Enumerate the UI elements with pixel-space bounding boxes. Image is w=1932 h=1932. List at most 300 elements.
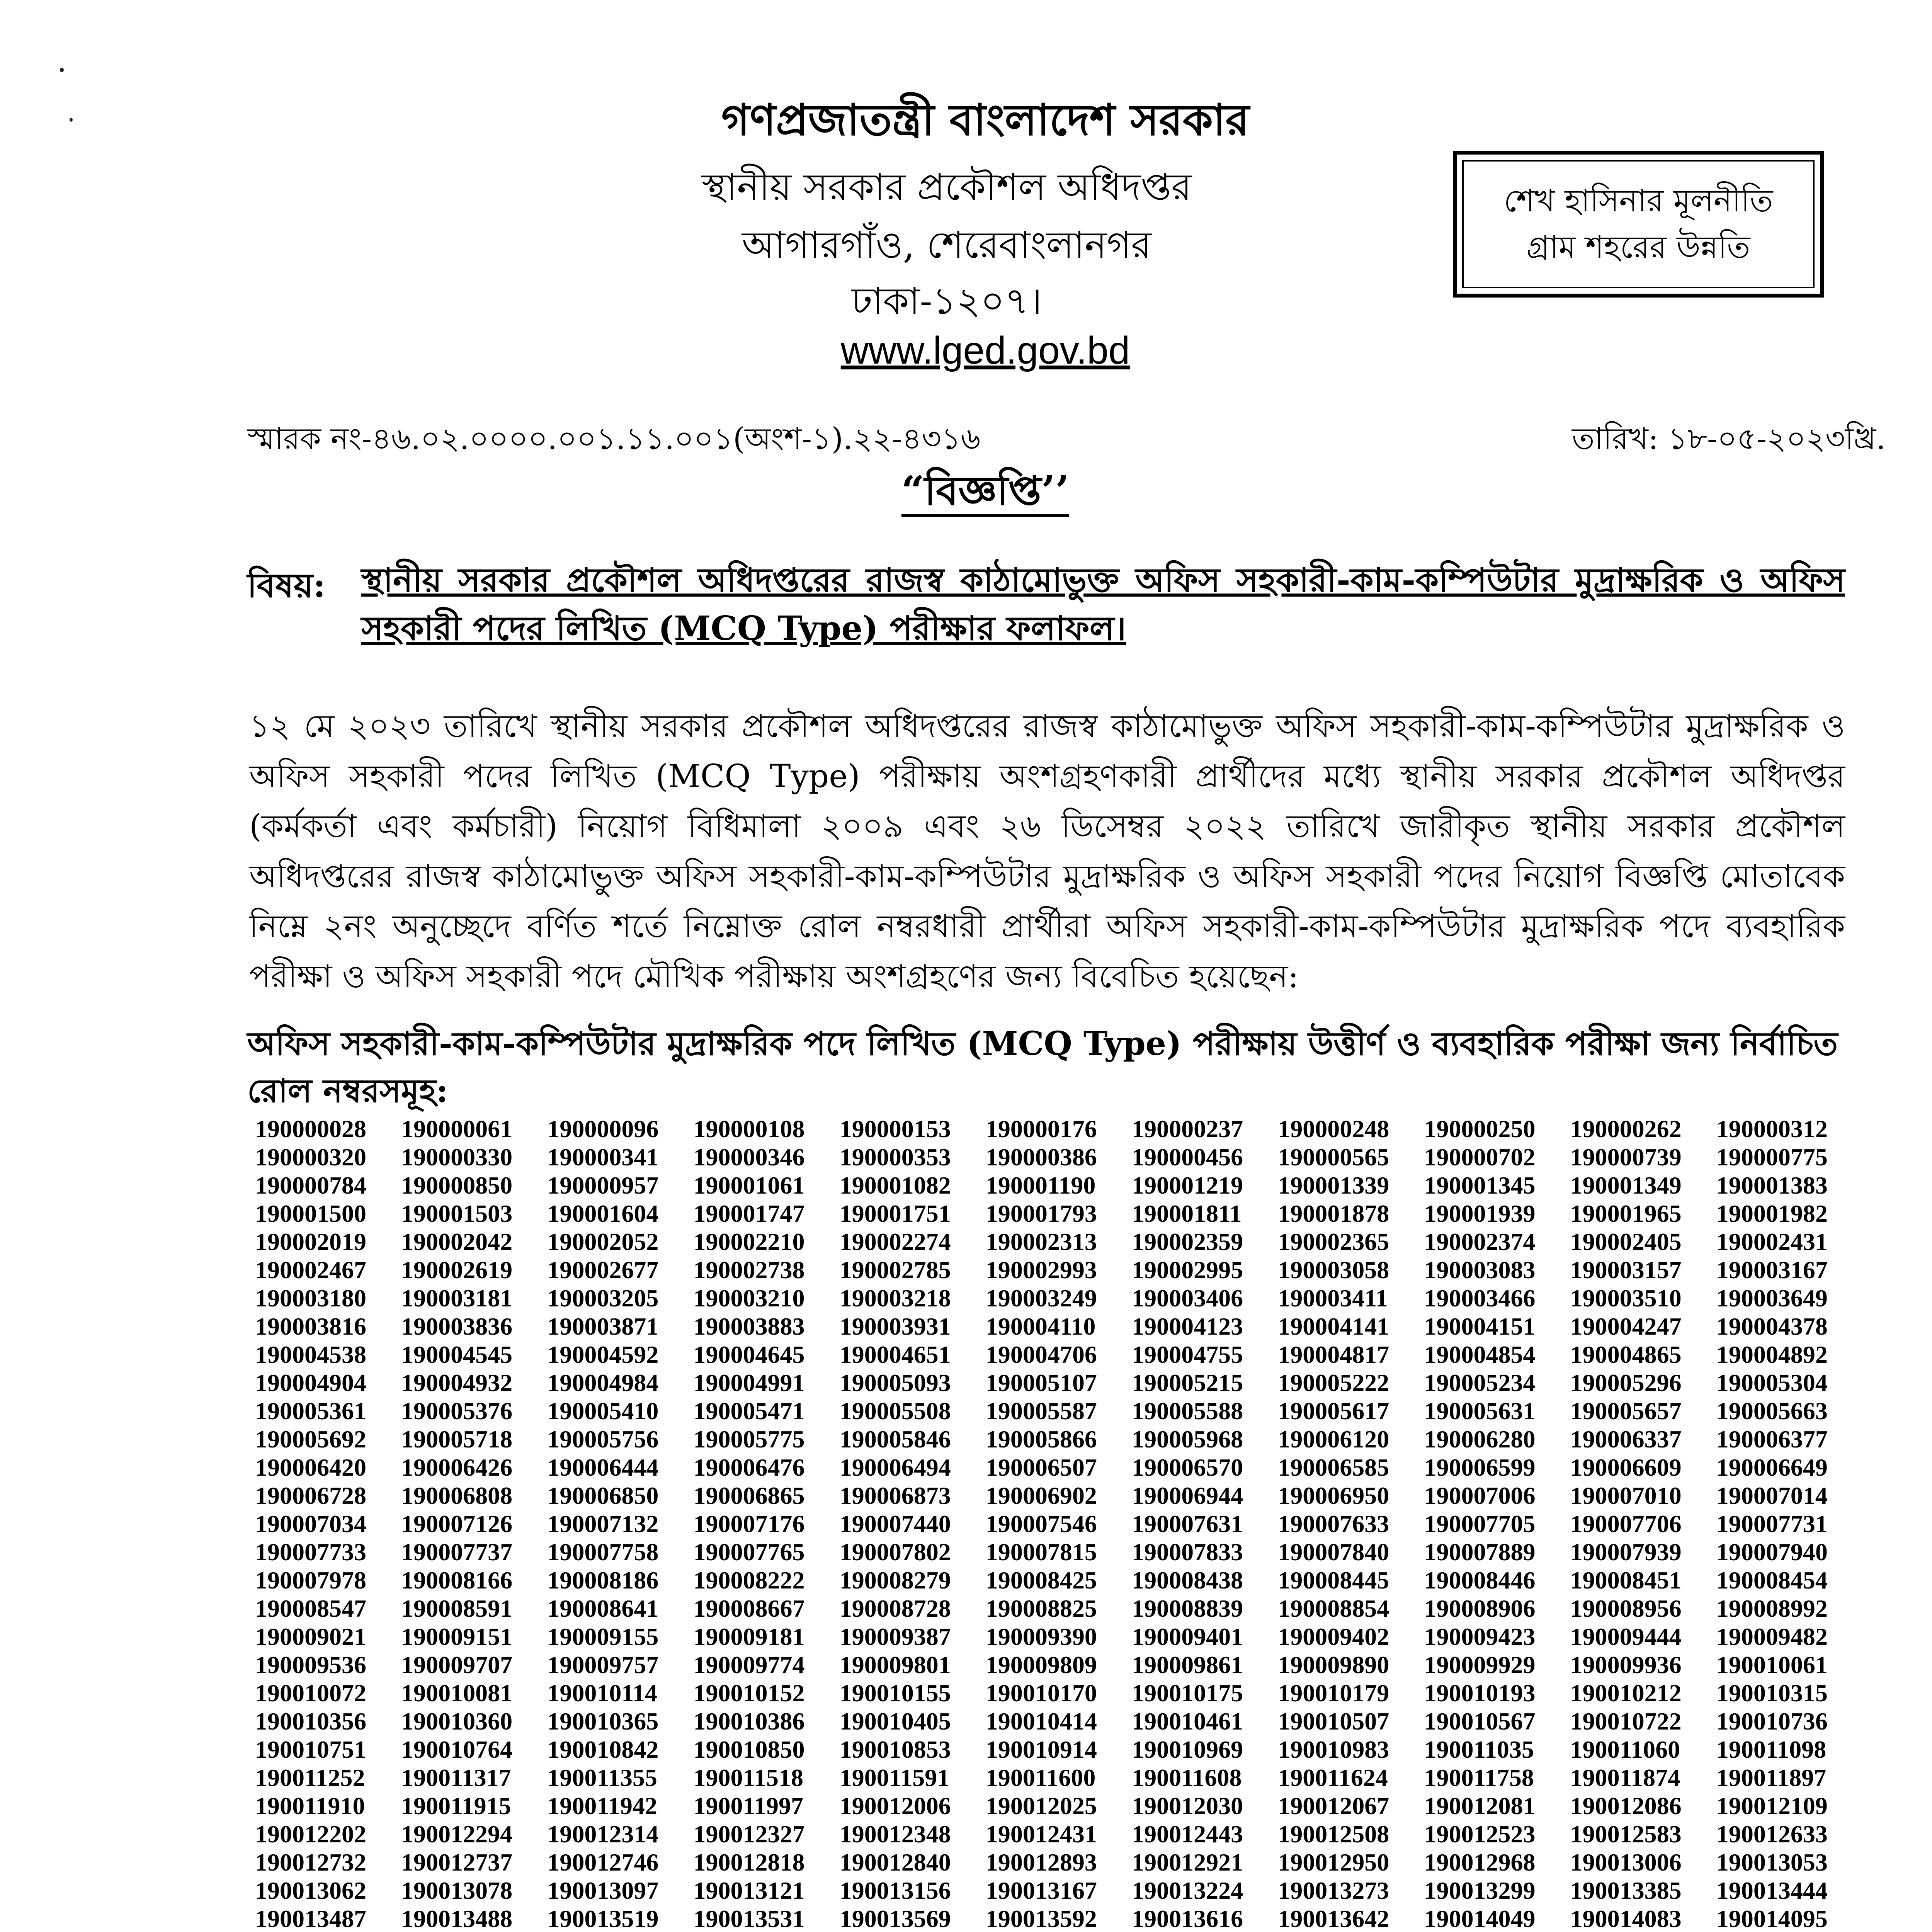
roll-number: 190002042: [401, 1228, 513, 1255]
roll-number: 190009801: [839, 1651, 951, 1679]
roll-number: 190002785: [839, 1256, 951, 1284]
roll-number: 190007978: [255, 1566, 366, 1594]
roll-number: 190004123: [1132, 1313, 1243, 1340]
roll-number: 190004545: [401, 1341, 513, 1368]
roll-number: 190000262: [1570, 1115, 1682, 1143]
roll-number: 190010072: [255, 1679, 366, 1707]
roll-number: 190001747: [693, 1200, 805, 1227]
roll-number: 190007546: [985, 1510, 1097, 1537]
roll-number: 190010212: [1570, 1679, 1682, 1707]
roll-number: 190011608: [1132, 1764, 1242, 1791]
roll-number: 190006865: [693, 1482, 805, 1509]
roll-number: 190009181: [693, 1623, 805, 1650]
roll-number: 190006444: [547, 1454, 659, 1481]
office-address-line1: আগারগাঁও, শেরেবাংলানগর: [742, 223, 1152, 267]
roll-number: 190002313: [985, 1228, 1097, 1255]
roll-number: 190004378: [1716, 1313, 1828, 1340]
roll-number: 190001190: [985, 1172, 1096, 1199]
roll-number: 190011942: [547, 1792, 657, 1820]
memo-date: তারিখ: ১৮-০৫-২০২৩খ্রি.: [1572, 422, 1886, 456]
roll-number: 190007731: [1716, 1510, 1828, 1537]
roll-number: 190011060: [1570, 1736, 1680, 1763]
website-link[interactable]: www.lged.gov.bd: [840, 329, 1130, 372]
roll-number: 190006585: [1278, 1454, 1389, 1481]
roll-number: 190000312: [1716, 1115, 1828, 1143]
roll-number: 190005718: [401, 1425, 513, 1453]
roll-number: 190003180: [255, 1284, 366, 1312]
roll-number: 190013444: [1716, 1877, 1828, 1904]
roll-number: 190007889: [1424, 1538, 1536, 1566]
roll-number: 190007014: [1716, 1482, 1828, 1509]
roll-number: 190004151: [1424, 1313, 1536, 1340]
roll-number: 190012431: [985, 1820, 1097, 1848]
slogan-box: [1453, 151, 1824, 298]
roll-number: 190013224: [1132, 1877, 1243, 1904]
roll-number: 190002431: [1716, 1228, 1828, 1255]
roll-number: 190006507: [985, 1454, 1097, 1481]
roll-number: 190003411: [1278, 1284, 1388, 1312]
roll-number: 190008956: [1570, 1595, 1682, 1622]
roll-number: 190005471: [693, 1397, 805, 1425]
roll-number: 190011600: [985, 1764, 1096, 1791]
roll-number: 190006850: [547, 1482, 659, 1509]
roll-number: 190002359: [1132, 1228, 1243, 1255]
roll-number: 190001082: [839, 1172, 951, 1199]
roll-number: 190002210: [693, 1228, 805, 1255]
roll-number: 190005663: [1716, 1397, 1828, 1425]
roll-number: 190006570: [1132, 1454, 1243, 1481]
roll-number: 190003167: [1716, 1256, 1828, 1284]
roll-number: 190001811: [1132, 1200, 1242, 1227]
roll-number: 190007765: [693, 1538, 805, 1566]
roll-number: 190003931: [839, 1313, 951, 1340]
roll-number: 190010175: [1132, 1679, 1243, 1707]
roll-number: 190009444: [1570, 1623, 1682, 1650]
roll-number: 190008446: [1424, 1566, 1536, 1594]
roll-number: 190005657: [1570, 1397, 1682, 1425]
roll-number: 190011098: [1716, 1736, 1827, 1763]
roll-number: 190012737: [401, 1849, 513, 1876]
roll-number: 190008425: [985, 1566, 1097, 1594]
roll-number: 190011997: [693, 1792, 803, 1820]
roll-number: 190005617: [1278, 1397, 1389, 1425]
roll-number: 190013299: [1424, 1877, 1536, 1904]
roll-number: 190012746: [547, 1849, 659, 1876]
roll-number: 190010722: [1570, 1708, 1682, 1735]
roll-number: 190008166: [401, 1566, 513, 1594]
roll-number: 190013006: [1570, 1849, 1682, 1876]
roll-number: 190005376: [401, 1397, 513, 1425]
roll-number: 190000250: [1424, 1115, 1536, 1143]
roll-number: 190007132: [547, 1510, 659, 1537]
roll-number: 190005692: [255, 1425, 366, 1453]
roll-number: 190007034: [255, 1510, 366, 1537]
roll-number: 190003871: [547, 1313, 659, 1340]
notice-title: [773, 460, 1198, 527]
roll-number: 190000330: [401, 1143, 513, 1171]
roll-number: 190010853: [839, 1736, 951, 1763]
roll-number: 190003406: [1132, 1284, 1243, 1312]
roll-number: 190001339: [1278, 1172, 1389, 1199]
memo-reference: স্মারক নং-৪৬.০২.০০০০.০০১.১১.০০১(অংশ-১).২২-৪৩১৬: [247, 422, 981, 456]
roll-number: 190004932: [401, 1369, 513, 1396]
roll-number: 190009890: [1278, 1651, 1389, 1679]
roll-number: 190000775: [1716, 1143, 1828, 1171]
roll-number: 190010969: [1132, 1736, 1243, 1763]
roll-number: 190012348: [839, 1820, 951, 1848]
roll-number: 190001965: [1570, 1200, 1682, 1227]
roll-number: 190009707: [401, 1651, 513, 1679]
roll-number: 190008825: [985, 1595, 1097, 1622]
roll-number: 190003816: [255, 1313, 366, 1340]
roll-number: 190003836: [401, 1313, 513, 1340]
roll-number: 190006728: [255, 1482, 366, 1509]
roll-number: 190002738: [693, 1256, 805, 1284]
roll-number: 190012508: [1278, 1820, 1389, 1848]
roll-number: 190001939: [1424, 1200, 1536, 1227]
roll-number: 190013487: [255, 1905, 366, 1932]
roll-number: 190011035: [1424, 1736, 1534, 1763]
roll-number: 190014095: [1716, 1905, 1828, 1932]
roll-number: 190011591: [839, 1764, 950, 1791]
roll-number: 190012025: [985, 1792, 1097, 1820]
roll-number: 190001345: [1424, 1172, 1536, 1199]
roll-number: 190009757: [547, 1651, 659, 1679]
roll-number: 190008728: [839, 1595, 951, 1622]
roll-number: 190009423: [1424, 1623, 1536, 1650]
roll-number: 190002052: [547, 1228, 659, 1255]
roll-number: 190013519: [547, 1905, 659, 1932]
roll-number: 190002019: [255, 1228, 366, 1255]
roll-number: 190010386: [693, 1708, 805, 1735]
office-address-line2: ঢাকা-১২০৭।: [851, 279, 1042, 323]
roll-number: 190002995: [1132, 1256, 1243, 1284]
roll-number: 190010061: [1716, 1651, 1828, 1679]
roll-number: 190013078: [401, 1877, 513, 1904]
roll-number: 190007631: [1132, 1510, 1243, 1537]
roll-number: 190012583: [1570, 1820, 1682, 1848]
roll-number: 190009861: [1132, 1651, 1243, 1679]
roll-number: 190014049: [1424, 1905, 1536, 1932]
roll-number: 190005361: [255, 1397, 366, 1425]
roll-number: 190003205: [547, 1284, 659, 1312]
roll-number: 190008992: [1716, 1595, 1828, 1622]
roll-number: 190007758: [547, 1538, 659, 1566]
roll-number: 190010155: [839, 1679, 951, 1707]
roll-number: 190007705: [1424, 1510, 1536, 1537]
roll-number: 190012443: [1132, 1820, 1243, 1848]
roll-number: 190012202: [255, 1820, 366, 1848]
roll-number: 190012109: [1716, 1792, 1828, 1820]
roll-number: 190002993: [985, 1256, 1097, 1284]
roll-number: 190005222: [1278, 1369, 1389, 1396]
roll-number: 190008438: [1132, 1566, 1243, 1594]
roll-number: 190013156: [839, 1877, 951, 1904]
roll-number: 190004645: [693, 1341, 805, 1368]
roll-number: 190011355: [547, 1764, 657, 1791]
roll-number: 190007706: [1570, 1510, 1682, 1537]
roll-number: 190012067: [1278, 1792, 1389, 1820]
roll-number: 190000353: [839, 1143, 951, 1171]
roll-number: 190012081: [1424, 1792, 1536, 1820]
roll-number: 190014083: [1570, 1905, 1682, 1932]
roll-number: 190000850: [401, 1172, 513, 1199]
roll-number: 190000346: [693, 1143, 805, 1171]
roll-number: 190013569: [839, 1905, 951, 1932]
roll-number: 190006599: [1424, 1454, 1536, 1481]
roll-number: 190009774: [693, 1651, 805, 1679]
roll-number: 190008454: [1716, 1566, 1828, 1594]
roll-number: 190000108: [693, 1115, 805, 1143]
government-title: গণপ্রজাতন্ত্রী বাংলাদেশ সরকার: [721, 95, 1250, 145]
roll-number: 190012030: [1132, 1792, 1243, 1820]
roll-number: 190000237: [1132, 1115, 1243, 1143]
roll-number: 190002405: [1570, 1228, 1682, 1255]
roll-number: 190011518: [693, 1764, 803, 1791]
section-heading: অফিস সহকারী-কাম-কম্পিউটার মুদ্রাক্ষরিক পদে লিখিত (MCQ Type) পরীক্ষায় উত্তীর্ণ ও ব্যবহারিক পরীক্ষা জন্য নির্বাচিত রোল নম্বরসমূহ:: [247, 1024, 1838, 1110]
roll-number: 190008186: [547, 1566, 659, 1594]
roll-number: 190010193: [1424, 1679, 1536, 1707]
roll-number: 190006808: [401, 1482, 513, 1509]
roll-number: 190003883: [693, 1313, 805, 1340]
roll-number: 190006494: [839, 1454, 951, 1481]
roll-number: 190005968: [1132, 1425, 1243, 1453]
roll-number: 190001751: [839, 1200, 951, 1227]
roll-number: 190000702: [1424, 1143, 1536, 1171]
roll-number: 190000386: [985, 1143, 1097, 1171]
roll-number: 190004892: [1716, 1341, 1828, 1368]
roll-number: 190006950: [1278, 1482, 1389, 1509]
roll-number: 190010736: [1716, 1708, 1828, 1735]
roll-number: 190005107: [985, 1369, 1097, 1396]
roll-number: 190010983: [1278, 1736, 1389, 1763]
roll-number: 190013167: [985, 1877, 1097, 1904]
roll-number: 190006337: [1570, 1425, 1682, 1453]
roll-number: 190005093: [839, 1369, 951, 1396]
roll-number: 190000248: [1278, 1115, 1389, 1143]
roll-number: 190004984: [547, 1369, 659, 1396]
roll-number: 190004110: [985, 1313, 1096, 1340]
roll-number: 190011910: [255, 1792, 365, 1820]
roll-number: 190010315: [1716, 1679, 1828, 1707]
roll-number: 190001349: [1570, 1172, 1682, 1199]
roll-number: 190005234: [1424, 1369, 1536, 1396]
roll-number: 190001793: [985, 1200, 1097, 1227]
roll-number: 190003157: [1570, 1256, 1682, 1284]
roll-number: 190009929: [1424, 1651, 1536, 1679]
roll-number: 190007733: [255, 1538, 366, 1566]
roll-number: 190002365: [1278, 1228, 1389, 1255]
roll-number: 190005631: [1424, 1397, 1536, 1425]
roll-number: 190008906: [1424, 1595, 1536, 1622]
roll-number: 190010461: [1132, 1708, 1243, 1735]
roll-number: 190006609: [1570, 1454, 1682, 1481]
roll-number: 190006120: [1278, 1425, 1389, 1453]
roll-number: 190009155: [547, 1623, 659, 1650]
scan-speck: [60, 68, 64, 72]
roll-number: 190011624: [1278, 1764, 1388, 1791]
roll-number: 190007737: [401, 1538, 513, 1566]
roll-number: 190004991: [693, 1369, 805, 1396]
subject-text: স্থানীয় সরকার প্রকৌশল অধিদপ্তরের রাজস্ব কাঠামোভুক্ত অফিস সহকারী-কাম-কম্পিউটার মুদ্রাক্ষরিক ও অফিস সহকারী পদের লিখিত (MCQ Type) পরীক্ষার ফলাফল।: [361, 561, 1845, 648]
roll-number: 190006476: [693, 1454, 805, 1481]
roll-number: 190003466: [1424, 1284, 1536, 1312]
roll-number: 190008667: [693, 1595, 805, 1622]
roll-number: 190007126: [401, 1510, 513, 1537]
roll-number: 190008854: [1278, 1595, 1389, 1622]
roll-number: 190007940: [1716, 1538, 1828, 1566]
roll-number: 190012327: [693, 1820, 805, 1848]
roll-number: 190000957: [547, 1172, 659, 1199]
slogan-line1: শেখ হাসিনার মূলনীতি: [1503, 183, 1773, 219]
roll-number: 190005587: [985, 1397, 1097, 1425]
roll-number: 190007006: [1424, 1482, 1536, 1509]
roll-number: 190004538: [255, 1341, 366, 1368]
roll-number: 190010170: [985, 1679, 1097, 1707]
roll-number: 190008279: [839, 1566, 951, 1594]
roll-number: 190013097: [547, 1877, 659, 1904]
roll-number: 190000096: [547, 1115, 659, 1143]
roll-number: 190010405: [839, 1708, 951, 1735]
roll-number: 190002467: [255, 1256, 366, 1284]
roll-number: 190012294: [401, 1820, 513, 1848]
roll-number: 190011317: [401, 1764, 511, 1791]
roll-number: 190006420: [255, 1454, 366, 1481]
roll-number: 190001383: [1716, 1172, 1828, 1199]
roll-number: 190010507: [1278, 1708, 1389, 1735]
roll-number: 190000565: [1278, 1143, 1389, 1171]
roll-number: 190008591: [401, 1595, 513, 1622]
roll-number: 190009809: [985, 1651, 1097, 1679]
roll-number: 190006377: [1716, 1425, 1828, 1453]
roll-number: 190004592: [547, 1341, 659, 1368]
roll-number: 190010356: [255, 1708, 366, 1735]
roll-number: 190013121: [693, 1877, 805, 1904]
slogan-line2: গ্রাম শহরের উন্নতি: [1526, 229, 1750, 265]
roll-number: 190004904: [255, 1369, 366, 1396]
roll-number: 190001061: [693, 1172, 805, 1199]
roll-number: 190003210: [693, 1284, 805, 1312]
roll-number: 190010850: [693, 1736, 805, 1763]
roll-number: 190012523: [1424, 1820, 1536, 1848]
roll-number: 190010842: [547, 1736, 659, 1763]
roll-number: 190010179: [1278, 1679, 1389, 1707]
roll-number: 190003649: [1716, 1284, 1828, 1312]
roll-number: 190005866: [985, 1425, 1097, 1453]
roll-number: 190000456: [1132, 1143, 1243, 1171]
roll-number: 190003510: [1570, 1284, 1682, 1312]
roll-number: 190012968: [1424, 1849, 1536, 1876]
roll-number: 190005215: [1132, 1369, 1243, 1396]
roll-number: 190004651: [839, 1341, 951, 1368]
roll-number: 190000176: [985, 1115, 1097, 1143]
roll-number: 190001500: [255, 1200, 366, 1227]
roll-number: 190009536: [255, 1651, 366, 1679]
roll-number: 190005410: [547, 1397, 659, 1425]
roll-number: 190012006: [839, 1792, 951, 1820]
roll-number: 190009390: [985, 1623, 1097, 1650]
roll-number: 190005304: [1716, 1369, 1828, 1396]
roll-number: 190007840: [1278, 1538, 1389, 1566]
roll-number: 190011897: [1716, 1764, 1827, 1791]
roll-number: 190010114: [547, 1679, 657, 1707]
roll-number: 190005508: [839, 1397, 951, 1425]
roll-number: 190009482: [1716, 1623, 1828, 1650]
roll-number: 190011874: [1570, 1764, 1680, 1791]
roll-number: 190008547: [255, 1595, 366, 1622]
roll-number: 190008641: [547, 1595, 659, 1622]
roll-number: 190012921: [1132, 1849, 1243, 1876]
roll-number: 190006902: [985, 1482, 1097, 1509]
office-name: স্থানীয় সরকার প্রকৌশল অধিদপ্তর: [701, 165, 1192, 209]
roll-number: 190010360: [401, 1708, 513, 1735]
roll-number: 190000320: [255, 1143, 366, 1171]
roll-number: 190000028: [255, 1115, 366, 1143]
roll-number: 190013385: [1570, 1877, 1682, 1904]
roll-number: 190006649: [1716, 1454, 1828, 1481]
roll-number: 190009401: [1132, 1623, 1243, 1650]
roll-number: 190013062: [255, 1877, 366, 1904]
roll-number: 190005296: [1570, 1369, 1682, 1396]
roll-number: 190012818: [693, 1849, 805, 1876]
roll-number: 190003218: [839, 1284, 951, 1312]
roll-number: 190013592: [985, 1905, 1097, 1932]
roll-number: 190011252: [255, 1764, 365, 1791]
roll-number: 190007010: [1570, 1482, 1682, 1509]
roll-number: 190004817: [1278, 1341, 1389, 1368]
roll-number: 190013531: [693, 1905, 805, 1932]
roll-number: 190001604: [547, 1200, 659, 1227]
roll-number: 190012893: [985, 1849, 1097, 1876]
roll-number: 190008451: [1570, 1566, 1682, 1594]
roll-number: 190003058: [1278, 1256, 1389, 1284]
notice-title-text: “বিজ্ঞপ্তি’’: [901, 467, 1070, 517]
roll-number: 190007633: [1278, 1510, 1389, 1537]
roll-number: 190009936: [1570, 1651, 1682, 1679]
roll-number: 190007939: [1570, 1538, 1682, 1566]
roll-number: 190013488: [401, 1905, 513, 1932]
roll-number: 190010152: [693, 1679, 805, 1707]
roll-number: 190000739: [1570, 1143, 1682, 1171]
roll-number: 190006426: [401, 1454, 513, 1481]
roll-number: 190005756: [547, 1425, 659, 1453]
roll-number: 190010365: [547, 1708, 659, 1735]
roll-number: 190009387: [839, 1623, 951, 1650]
roll-number: 190008222: [693, 1566, 805, 1594]
roll-number: 190004755: [1132, 1341, 1243, 1368]
roll-number: 190000341: [547, 1143, 659, 1171]
roll-number: 190005588: [1132, 1397, 1243, 1425]
roll-number: 190007833: [1132, 1538, 1243, 1566]
roll-number: 190000784: [255, 1172, 366, 1199]
roll-number: 190011758: [1424, 1764, 1534, 1791]
roll-number: 190012950: [1278, 1849, 1389, 1876]
roll-number: 190008445: [1278, 1566, 1389, 1594]
roll-number: 190010914: [985, 1736, 1097, 1763]
roll-number: 190002677: [547, 1256, 659, 1284]
roll-number: 190003083: [1424, 1256, 1536, 1284]
roll-number: 190003181: [401, 1284, 513, 1312]
roll-number: 190009151: [401, 1623, 513, 1650]
roll-number: 190003249: [985, 1284, 1097, 1312]
roll-number: 190011915: [401, 1792, 511, 1820]
roll-number: 190010764: [401, 1736, 513, 1763]
roll-number: 190002619: [401, 1256, 513, 1284]
roll-number: 190007176: [693, 1510, 805, 1537]
roll-number: 190006873: [839, 1482, 951, 1509]
roll-number: 190012732: [255, 1849, 366, 1876]
body-paragraph: ১২ মে ২০২৩ তারিখে স্থানীয় সরকার প্রকৌশল অধিদপ্তরের রাজস্ব কাঠামোভুক্ত অফিস সহকারী-কাম-কম্পিউটার মুদ্রাক্ষরিক ও অফিস সহকারী পদের লিখিত (MCQ Type) পরীক্ষায় অংশগ্রহণকারী প্রার্থীদের মধ্যে স্থানীয় সরকার প্রকৌশল অধিদপ্তর (কর্মকর্তা এবং কর্মচারী) নিয়োগ বিধিমালা ২০০৯ এবং ২৬ ডিসেম্বর ২০২২ তারিখে জারীকৃত স্থানীয় সরকার প্রকৌশল অধিদপ্তরের রাজস্ব কাঠামোভুক্ত অফিস সহকারী-কাম-কম্পিউটার মুদ্রাক্ষরিক ও অফিস সহকারী পদের নিয়োগ বিজ্ঞপ্তি মোতাবেক নিম্নে ২নং অনুচ্ছেদে বর্ণিত শর্তে নিম্নোক্ত রোল নম্বরধারী প্রার্থীরা অফিস সহকারী-কাম-কম্পিউটার মুদ্রাক্ষরিক পদে ব্যবহারিক পরীক্ষা ও অফিস সহকারী পদে মৌখিক পরীক্ষায় অংশগ্রহণের জন্য বিবেচিত হয়েছেন:: [249, 708, 1845, 995]
